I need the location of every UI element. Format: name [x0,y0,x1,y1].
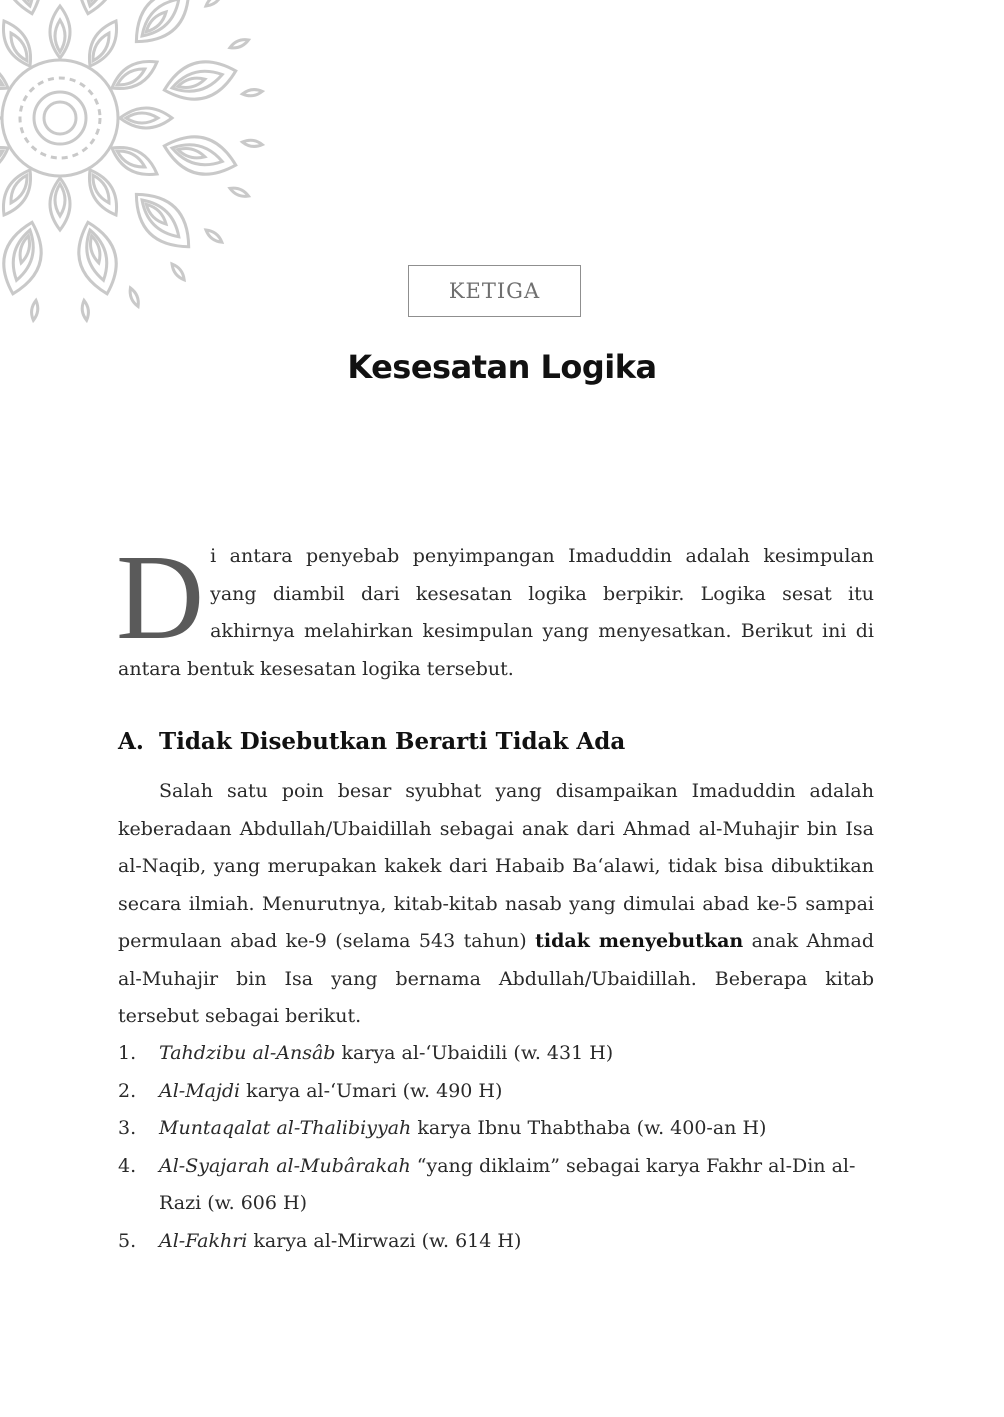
list-number: 2. [118,1079,137,1102]
section-title: Tidak Disebutkan Berarti Tidak Ada [159,728,626,755]
book-list [118,1035,874,1260]
para-text-after: anak Ahmad al-Muhajir bin Isa yang bernama Abdullah/Ubaidillah. Beberapa kitab tersebut sebagai berikut. [118,930,874,1027]
list-number: 4. [118,1154,137,1177]
book-author: karya Ibnu Thabthaba (w. 400-an H) [411,1117,767,1139]
mandala-ornament [0,0,300,360]
list-number: 5. [118,1229,137,1252]
intro-text: i antara penyebab penyimpangan Imaduddin adalah kesimpulan yang diambil dari kesesatan logika berpikir. Logika sesat itu akhirnya melahirkan kesimpulan yang menyesatkan. Berikut ini di antara bentuk kesesatan logika tersebut. [118,545,874,680]
section-letter: A. [118,728,144,755]
book-title: Al-Majdi [159,1079,241,1102]
para-text-before: Salah satu poin besar syubhat yang disampaikan Imaduddin adalah keberadaan Abdullah/Ubaidillah sebagai anak dari Ahmad al-Muhajir bin Isa al-Naqib, yang merupakan kakek dari Habaib Ba‘alawi, tidak bisa dibuktikan secara ilmiah. Menurutnya, kitab-kitab nasab yang dimulai abad ke-5 sampai permulaan abad ke-9 (selama 543 tahun) [118,780,874,952]
book-title: Al-Syajarah al-Mubârakah [159,1154,411,1177]
book-title: Muntaqalat al-Thalibiyyah [159,1117,412,1139]
chapter-title: Kesesatan Logika [347,348,657,386]
list-number: 1. [118,1042,137,1064]
chapter-label: KETIGA [408,265,581,317]
list-item [118,1110,874,1148]
para-bold-text: tidak menyebutkan [535,930,744,952]
drop-cap: D [116,530,205,665]
book-title: Tahdzibu al-Ansâb [159,1042,336,1064]
list-item [118,1073,874,1111]
list-item [118,1148,874,1223]
book-author: “yang diklaim” sebagai karya Fakhr al-Din al-Razi (w. 606 H) [159,1154,856,1214]
list-item [118,1223,874,1261]
book-title: Al-Fakhri [159,1229,248,1252]
list-item [118,1035,874,1073]
section-heading [118,728,625,755]
intro-paragraph [116,530,874,688]
book-author: karya al-‘Ubaidili (w. 431 H) [335,1042,614,1064]
book-author: karya al-‘Umari (w. 490 H) [240,1079,503,1102]
book-author: karya al-Mirwazi (w. 614 H) [247,1229,522,1252]
list-number: 3. [118,1117,137,1139]
section-paragraph [118,773,874,1036]
